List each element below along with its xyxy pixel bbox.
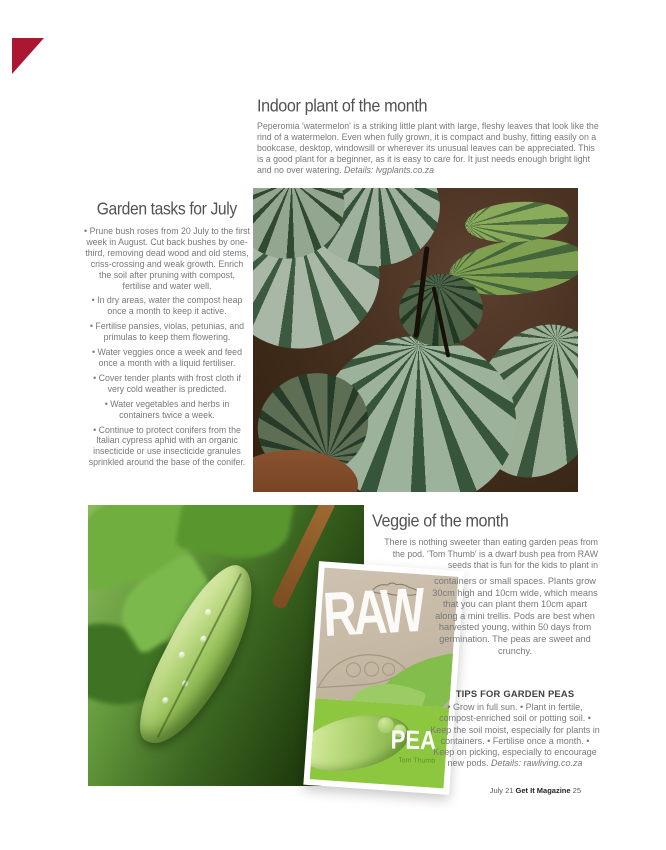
indoor-plant-details-link: Details: lvgplants.co.za [344, 165, 435, 175]
garden-task-item: • Fertilise pansies, violas, petunias, and primulas to keep them flowering. [89, 321, 245, 343]
tips-body-text: • Grow in full sun. • Plant in fertile, compost-enriched soil or potting soil. • Keep the soil moist, especially for plants in containers. • Fertilise once a month. • Keep on picking, especially to encourage new pods. [430, 702, 600, 769]
water-droplet [199, 635, 208, 644]
indoor-plant-heading: Indoor plant of the month [257, 96, 428, 116]
tips-paragraph [430, 702, 600, 770]
footer-issue: July 21 [489, 786, 516, 795]
water-droplet [161, 696, 170, 705]
seed-packet-bottom [310, 698, 449, 788]
veggie-heading: Veggie of the month [372, 511, 509, 531]
garden-tasks-list [84, 226, 250, 468]
peperomia-photo [253, 188, 578, 492]
garden-task-item: • Cover tender plants with frost cloth if very cold weather is predicted. [93, 372, 241, 394]
water-droplet [177, 651, 186, 660]
water-droplet [204, 608, 213, 617]
tips-details-link: Details: rawliving.co.za [490, 758, 583, 769]
water-droplet [181, 679, 190, 688]
tips-heading: TIPS FOR GARDEN PEAS [455, 688, 575, 699]
footer-page-number: 25 [570, 786, 581, 795]
garden-task-item: • Continue to protect conifers from the Italian cypress aphid with an organic insecticide or use insecticide granules sprinkled around the base of the conifer. [88, 424, 246, 468]
veggie-body-paragraph: containers or small spaces. Plants grow 30cm high and 10cm wide, which means that you can plant them 10cm apart along a mini trellis. Pods are best when harvested young, within 50 days from germination. The peas are sweet and crunchy. [432, 576, 598, 656]
packet-variety-text: Tom Thumb [398, 757, 436, 765]
indoor-plant-paragraph [257, 121, 599, 176]
packet-product-text: PEA [390, 725, 436, 756]
page-footer [490, 786, 581, 795]
packet-brand-text: RAW [321, 575, 424, 651]
garden-task-item: • Prune bush roses from 20 July to the first week in August. Cut back bushes by one-third, removing dead wood and old stems, criss-crossing and weak growth. Enrich the soil after pruning with compost, fertilise and water well. [84, 226, 250, 291]
garden-tasks-heading: Garden tasks for July [96, 200, 238, 219]
garden-task-item: • Water vegetables and herbs in containers twice a week. [104, 398, 230, 420]
corner-ribbon-icon [12, 38, 44, 74]
indoor-plant-body-text: Peperomia 'watermelon' is a striking little plant with large, fleshy leaves that look like the rind of a watermelon. Even when fully grown, it is compact and bushy, fitting easily on a bookcase, desktop, windowsill or wherever its unusual leaves can be appreciated. This is a good plant for a beginner, as it is easy to care for. It just needs enough bright light and no over watering. [257, 121, 599, 175]
garden-task-item: • Water veggies once a week and feed once a month with a liquid fertiliser. [92, 347, 242, 368]
peperomia-leaf [464, 198, 571, 245]
footer-magazine-title: Get It Magazine [515, 786, 571, 795]
garden-tasks-section [84, 200, 250, 472]
garden-task-item: • In dry areas, water the compost heap once a month to keep it active. [91, 295, 243, 317]
veggie-intro-paragraph: There is nothing sweeter than eating garden peas from the pod. 'Tom Thumb' is a dwarf bush pea from RAW seeds that is fun for the kids to plant in [384, 537, 598, 571]
